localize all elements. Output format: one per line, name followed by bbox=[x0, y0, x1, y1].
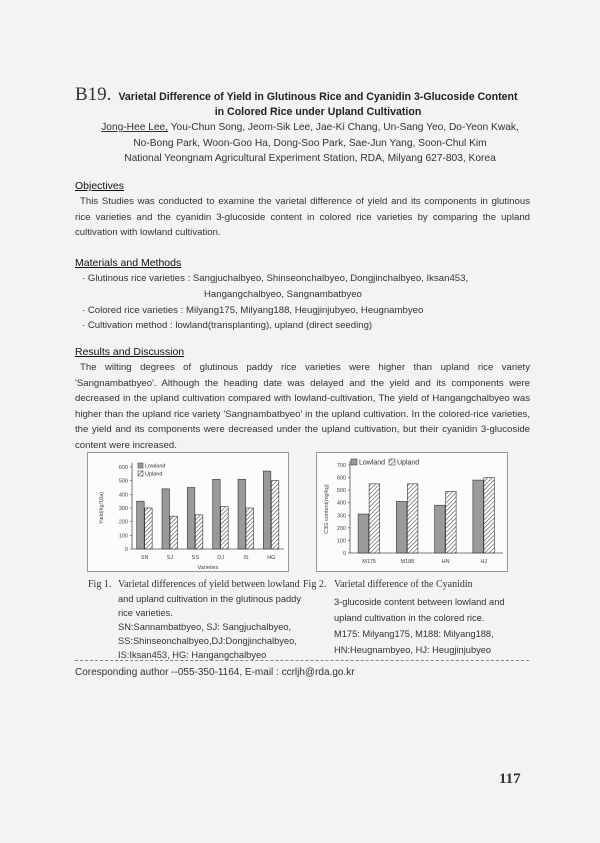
y-tick-label: 400 bbox=[336, 500, 346, 507]
title-line-2: in Colored Rice under Upland Cultivation bbox=[214, 106, 422, 118]
bar-lowland-dj bbox=[213, 479, 221, 549]
fig2-line-2: 3-glucoside content between lowland and bbox=[334, 597, 505, 607]
objectives-heading: Objectives bbox=[75, 180, 125, 192]
yield-bar-chart bbox=[88, 453, 288, 571]
fig2-label: Fig 2. bbox=[303, 579, 327, 590]
y-tick-label: 700 bbox=[336, 463, 346, 469]
legend-label-lowland: Lowland bbox=[359, 459, 386, 467]
bullet-1-label: · Glutinous rice varieties : bbox=[82, 273, 191, 284]
fig1-line-1: Varietal differences of yield between lowland bbox=[118, 579, 300, 590]
y-axis-label: C3G content(mg/kg) bbox=[324, 484, 330, 534]
x-axis-label: Varieties bbox=[197, 565, 219, 571]
methods-heading: Materials and Methods bbox=[75, 257, 182, 269]
y-tick-label: 600 bbox=[336, 475, 346, 482]
methods-bullet-3: · Cultivation method : lowland(transplanting), upland (direct seeding) bbox=[82, 320, 373, 331]
methods-bullet-1 bbox=[82, 271, 532, 287]
bar-lowland-m188 bbox=[396, 501, 407, 553]
bar-upland-is bbox=[246, 508, 254, 549]
y-tick-label: 300 bbox=[118, 506, 128, 512]
figure-2-caption bbox=[303, 578, 533, 592]
y-tick-label: 500 bbox=[336, 488, 346, 495]
legend-swatch-lowland bbox=[138, 463, 143, 468]
x-tick-label: HG bbox=[267, 555, 276, 561]
fig1-abbr-1: SN:Sannambatbyeo, SJ: Sangjuchalbyeo, bbox=[118, 622, 292, 632]
results-heading: Results and Discussion bbox=[75, 346, 185, 358]
legend-label-upland: Upland bbox=[397, 459, 420, 467]
methods-bullet-2: · Colored rice varieties : Milyang175, Milyang188, Heugjinjubyeo, Heugnambyeo bbox=[82, 305, 424, 316]
bar-upland-hj bbox=[484, 478, 495, 553]
fig1-line-2: and upland cultivation in the glutinous paddy bbox=[118, 594, 301, 604]
x-tick-label: SS bbox=[191, 555, 200, 561]
paper-title bbox=[118, 90, 518, 120]
y-tick-label: 200 bbox=[118, 519, 128, 526]
figure-1-caption bbox=[88, 578, 308, 592]
authors-block bbox=[90, 120, 530, 167]
first-author: Jong-Hee Lee, bbox=[101, 122, 169, 133]
y-tick-label: 500 bbox=[118, 478, 128, 485]
y-tick-label: 100 bbox=[118, 533, 128, 540]
figure-1-caption-cont bbox=[118, 592, 318, 662]
fig2-abbr-1: M175: Milyang175, M188: Milyang188, bbox=[334, 629, 494, 639]
y-tick-label: 300 bbox=[336, 513, 346, 520]
legend-label-lowland: Lowland bbox=[145, 463, 166, 470]
bar-lowland-hj bbox=[473, 480, 484, 553]
x-tick-label: M175 bbox=[362, 559, 377, 565]
authors-line-1 bbox=[90, 120, 530, 136]
x-tick-label: DJ bbox=[217, 555, 225, 561]
bar-upland-hg bbox=[271, 481, 279, 549]
fig1-line-3: rice varieties. bbox=[118, 608, 173, 618]
bullet-1-line-1: Sangjuchalbyeo, Shinseonchalbyeo, Dongjinchalbyeo, Iksan453, bbox=[192, 273, 469, 284]
x-tick-label: HJ bbox=[480, 559, 488, 565]
affiliation: National Yeongnam Agricultural Experiment Station, RDA, Milyang 627-803, Korea bbox=[124, 153, 496, 164]
bar-lowland-sj bbox=[162, 489, 170, 549]
x-tick-label: HN bbox=[441, 559, 450, 565]
bar-upland-m188 bbox=[407, 484, 418, 553]
legend-swatch-upland bbox=[389, 459, 395, 465]
bar-upland-m175 bbox=[369, 484, 380, 553]
x-tick-label: M188 bbox=[400, 559, 415, 565]
fig1-abbr-3: IS:Iksan453, HG: Hangangchalbyeo bbox=[118, 650, 267, 660]
y-axis-label: Yield(kg/10a) bbox=[99, 491, 105, 525]
y-tick-label: 600 bbox=[118, 465, 128, 471]
c3g-bar-chart bbox=[317, 453, 507, 571]
methods-bullet-1-cont: Hangangchalbyeo, Sangnambatbyeo bbox=[204, 289, 362, 300]
authors-rest: You-Chun Song, Jeom-Sik Lee, Jae-Ki Chang, Un-Sang Yeo, Do-Yeon Kwak, bbox=[168, 122, 519, 133]
objectives-text: This Studies was conducted to examine the varietal difference of yield and its components in glutinous rice varieties and the cyanidin 3-glucoside content in colored rice varieties by comparing the upland cultivation with lowland cultivation. bbox=[75, 196, 530, 238]
bar-lowland-ss bbox=[187, 488, 195, 550]
fig1-abbr-2: SS:Shinseonchalbyeo,DJ:Dongjinchalbyeo, bbox=[118, 636, 297, 646]
results-text: The wilting degrees of glutinous paddy rice varieties were higher than upland rice variety 'Sangnambatbyeo'. Although the heading date was delayed and the yield and its components were decreased in the upland cultivation compared with lowland-cultivation, The yield of Hangangchalbyeo was higher than the upland rice variety 'Sangnambatbyeo' in the upland cultivation. In the colored-rice varieties, the yield and its components were decreased under the upland cultivation, but their cyanidin 3-glucoside content were increased. bbox=[75, 362, 530, 451]
footer-divider bbox=[75, 660, 529, 661]
y-tick-label: 0 bbox=[342, 551, 346, 557]
y-tick-label: 0 bbox=[124, 547, 128, 553]
x-tick-label: IS bbox=[243, 555, 249, 561]
y-tick-label: 400 bbox=[118, 492, 128, 499]
bar-upland-sn bbox=[145, 508, 153, 549]
legend-swatch-upland bbox=[138, 471, 143, 476]
fig2-abbr-2: HN:Heugnambyeo, HJ: Heugjinjubyeo bbox=[334, 645, 492, 655]
x-tick-label: SN bbox=[140, 555, 149, 561]
y-tick-label: 100 bbox=[336, 538, 346, 545]
bar-upland-dj bbox=[221, 507, 229, 549]
figure-2-caption-cont bbox=[334, 594, 534, 658]
page-number: 117 bbox=[499, 771, 521, 787]
bar-upland-hn bbox=[446, 491, 457, 553]
x-tick-label: SJ bbox=[166, 555, 174, 561]
fig1-label: Fig 1. bbox=[88, 579, 112, 590]
figure-1-chart bbox=[87, 452, 289, 572]
fig2-line-3: upland cultivation in the colored rice. bbox=[334, 613, 485, 623]
bar-lowland-hg bbox=[263, 471, 271, 549]
bar-lowland-is bbox=[238, 479, 246, 549]
y-tick-label: 200 bbox=[336, 525, 346, 532]
bar-upland-ss bbox=[195, 515, 203, 549]
corresponding-author: Coresponding author --055-350-1164, E-mail : ccrljh@rda.go.kr bbox=[75, 667, 355, 678]
bar-lowland-hn bbox=[435, 505, 446, 553]
bar-upland-sj bbox=[170, 516, 178, 549]
fig2-line-1: Varietal difference of the Cyanidin bbox=[334, 579, 473, 590]
abstract-code: B19. bbox=[75, 84, 112, 105]
bar-lowland-sn bbox=[137, 501, 145, 549]
legend-swatch-lowland bbox=[351, 459, 357, 465]
legend-label-upland: Upland bbox=[145, 471, 163, 478]
figure-2-chart bbox=[316, 452, 508, 572]
title-line-1: Varietal Difference of Yield in Glutinous Rice and Cyanidin 3-Glucoside Content bbox=[118, 91, 518, 103]
authors-line-2: No-Bong Park, Woon-Goo Ha, Dong-Soo Park, Sae-Jun Yang, Soon-Chul Kim bbox=[133, 137, 487, 149]
bar-lowland-m175 bbox=[358, 514, 369, 553]
